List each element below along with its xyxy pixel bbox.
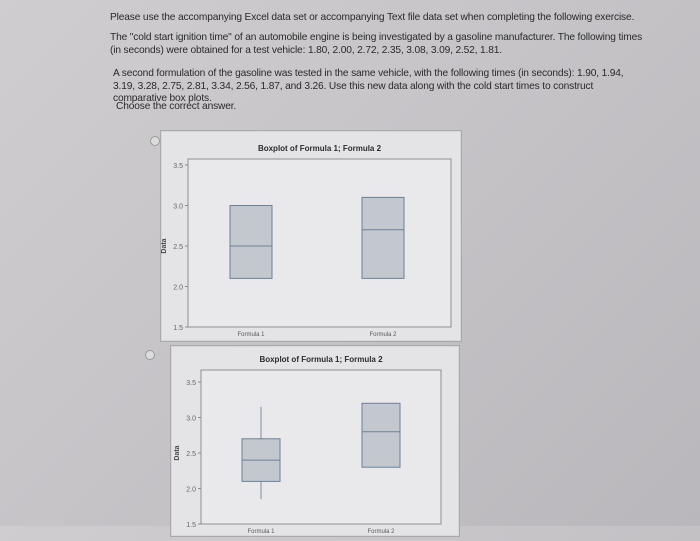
intro-text: Please use the accompanying Excel data set or accompanying Text file data set when completing the following exercise. [110, 12, 635, 23]
instruction-text: Choose the correct answer. [116, 101, 237, 112]
box-2 [362, 403, 400, 467]
y-tick-label: 2.0 [186, 486, 196, 494]
box-2 [362, 197, 404, 278]
plot-area [188, 159, 451, 327]
y-tick-label: 3.0 [173, 203, 183, 211]
boxplot-chart-2 [171, 346, 459, 536]
answer-option-chart-1[interactable] [160, 130, 462, 342]
chart-title: Boxplot of Formula 1; Formula 2 [257, 144, 382, 153]
answer-option-radio-1[interactable] [150, 136, 160, 146]
x-category-label: Formula 1 [237, 332, 265, 338]
y-tick-label: 3.5 [186, 380, 196, 387]
boxplot-chart-1 [161, 131, 461, 341]
y-tick-label: 2.5 [186, 451, 196, 458]
box-1 [230, 206, 272, 279]
y-tick-label: 1.5 [186, 522, 196, 529]
y-tick-label: 2.5 [173, 244, 183, 251]
x-category-label: Formula 1 [247, 529, 275, 535]
y-tick-label: 3.5 [173, 163, 183, 170]
problem-paragraph-2: A second formulation of the gasoline was tested in the same vehicle, with the following times (in seconds): 1.90, 1.94, 3.19, 3.28, 2.75, 2.81, 3.34, 2.56, 1.87, and 3.26. Use this new data along with the cold start times to construct comparative box plots. [113, 68, 624, 104]
answer-option-chart-2[interactable] [170, 345, 460, 537]
chart-title: Boxplot of Formula 1; Formula 2 [259, 355, 383, 364]
y-axis-label: Data [174, 445, 181, 461]
y-tick-label: 1.5 [173, 325, 183, 332]
x-category-label: Formula 2 [369, 332, 397, 338]
x-category-label: Formula 2 [367, 529, 395, 535]
y-tick-label: 2.0 [173, 284, 183, 292]
answer-option-radio-2[interactable] [145, 350, 155, 360]
plot-area [201, 370, 441, 524]
y-axis-label: Data [161, 238, 168, 254]
problem-paragraph-1: The "cold start ignition time" of an automobile engine is being investigated by a gasoline manufacturer. The following times (in seconds) were obtained for a test vehicle: 1.80, 2.00, 2.72, 2.35, 3.08, 3.09, 2.52, 1.81. [110, 32, 643, 56]
y-tick-label: 3.0 [186, 415, 196, 423]
